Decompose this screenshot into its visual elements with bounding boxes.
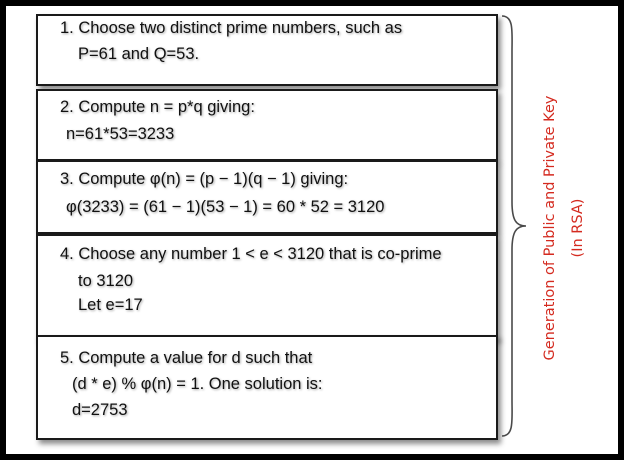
- step-1-line-1: 1. Choose two distinct prime numbers, such as: [60, 19, 403, 37]
- step-4-line-1: 4. Choose any number 1 < e < 3120 that is co-prime: [60, 245, 442, 263]
- step-5-line-1: 5. Compute a value for d such that: [60, 349, 313, 367]
- side-label-title: Generation of Public and Private Key: [542, 95, 558, 361]
- step-4-box: [36, 234, 498, 339]
- step-2-line-2: n=61*53=3233: [66, 125, 175, 143]
- step-5-line-2: (d * e) % φ(n) = 1. One solution is:: [72, 375, 323, 393]
- step-5-line-3: d=2753: [72, 401, 128, 419]
- side-label: [536, 78, 592, 378]
- step-3-line-1: 3. Compute φ(n) = (p − 1)(q − 1) giving:: [60, 170, 349, 188]
- step-4-line-2: to 3120: [78, 272, 134, 290]
- step-1-box: [36, 14, 498, 86]
- step-3-line-2: φ(3233) = (61 − 1)(53 − 1) = 60 * 52 = 3120: [66, 198, 385, 216]
- right-curly-brace: [500, 12, 530, 440]
- step-3-box: [36, 160, 498, 234]
- brace-icon: [500, 12, 530, 440]
- step-4-line-3: Let e=17: [78, 296, 143, 314]
- side-label-subtitle: (In RSA): [570, 198, 586, 258]
- step-5-box: [36, 335, 498, 440]
- step-2-line-1: 2. Compute n = p*q giving:: [60, 98, 255, 116]
- step-1-line-2: P=61 and Q=53.: [78, 45, 200, 63]
- diagram-canvas: [6, 6, 618, 454]
- step-2-box: [36, 89, 498, 161]
